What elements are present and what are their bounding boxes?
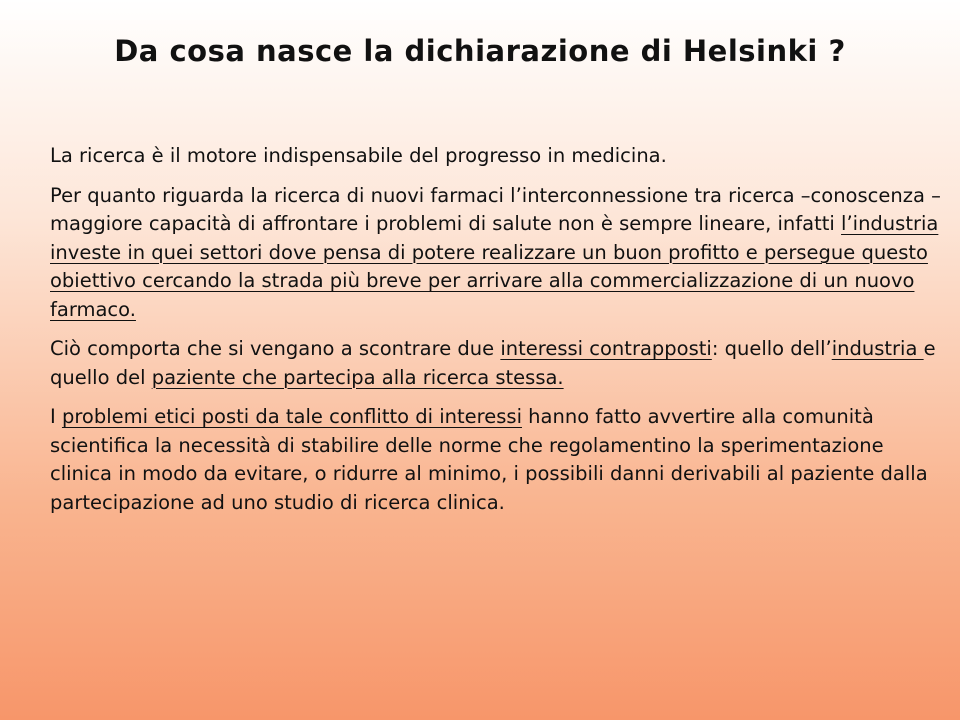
paragraph-3-underlined-3: paziente che partecipa alla ricerca stessa. — [151, 365, 564, 389]
paragraph-1-text: La ricerca è il motore indispensabile del progresso in medicina. — [50, 144, 667, 167]
paragraph-3-text-3: e quello del — [50, 337, 936, 389]
paragraph-4-text-2: hanno fatto avvertire alla comunità scientifica la necessità di stabilire delle norme che regolamentino la sperimentazione clinica in modo da evitare, o ridurre al minimo, i possibili danni derivabili al paziente dalla partecipazione ad uno studio di ricerca clinica. — [50, 405, 928, 514]
paragraph-3 — [50, 335, 950, 392]
paragraph-2-text: Per quanto riguarda la ricerca di nuovi farmaci l’interconnessione tra ricerca –conoscenza – maggiore capacità di affrontare i problemi di salute non è sempre lineare, infatti — [50, 183, 941, 235]
paragraph-4 — [50, 403, 950, 517]
paragraph-2 — [50, 182, 950, 325]
paragraph-2-underlined: l’industria investe in quei settori dove pensa di potere realizzare un buon profitto e persegue questo obiettivo cercando la strada più breve per arrivare alla commercializzazione di un nuovo farmaco. — [50, 212, 939, 321]
paragraph-3-underlined-2: industria — [831, 337, 924, 360]
paragraph-3-text-2: : quello dell’ — [711, 337, 832, 360]
paragraph-1 — [50, 142, 950, 171]
paragraph-4-text-1: I — [50, 405, 62, 428]
paragraph-3-text-1: Ciò comporta che si vengano a scontrare due — [50, 337, 501, 360]
slide-title: Da cosa nasce la dichiarazione di Helsinki ? — [114, 34, 846, 68]
paragraph-3-underlined-1: interessi contrapposti — [500, 337, 712, 360]
paragraph-4-underlined: problemi etici posti da tale conflitto di interessi — [61, 405, 522, 428]
slide-body — [50, 142, 950, 528]
